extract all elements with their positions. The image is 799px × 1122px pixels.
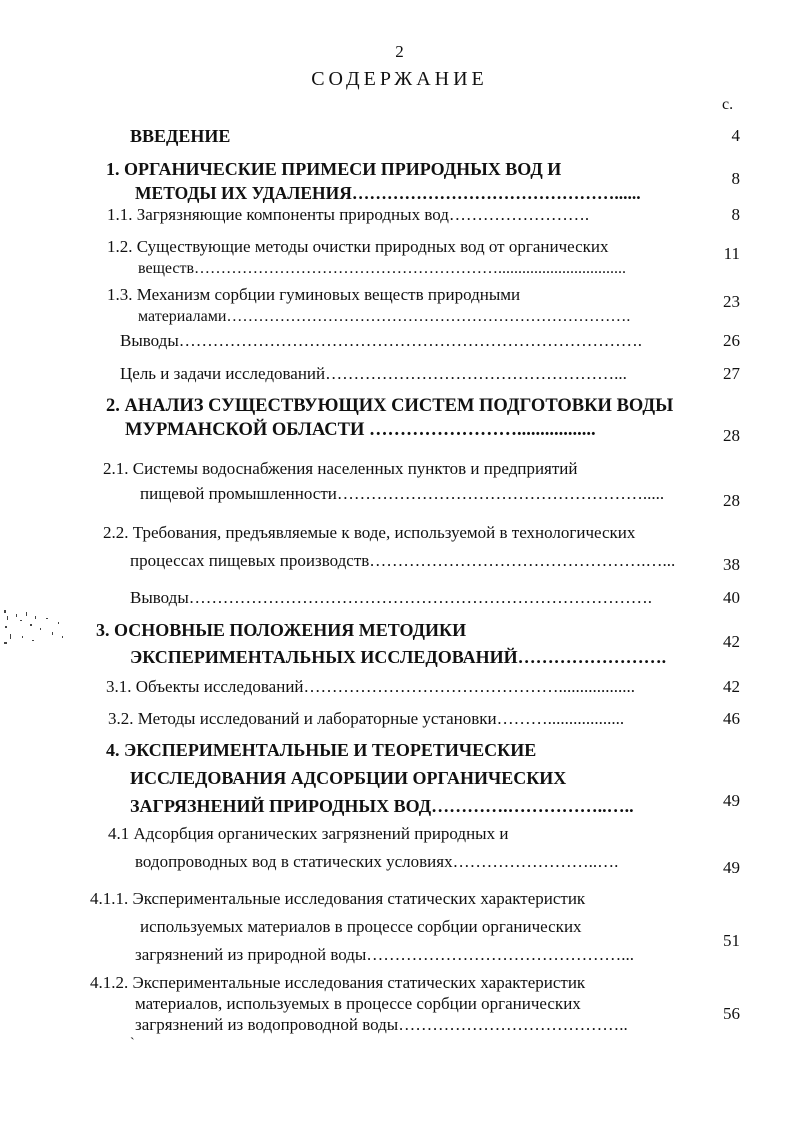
toc-section-1-1: 1.1. Загрязняющие компоненты природных вод……………………. bbox=[107, 205, 590, 224]
toc-conclusions-2: Выводы………………………………………………………………………. bbox=[130, 588, 653, 607]
toc-page-number: 23 bbox=[723, 292, 740, 311]
toc-section-2-2-line-1: 2.2. Требования, предъявляемые к воде, используемой в технологических bbox=[103, 523, 636, 542]
toc-chapter-4-line-3: ЗАГРЯЗНЕНИЙ ПРИРОДНЫХ ВОД………….……………..….. bbox=[130, 796, 634, 816]
toc-page-number: 26 bbox=[723, 331, 740, 350]
toc-page-number: 49 bbox=[723, 791, 740, 810]
page-column-label: с. bbox=[722, 96, 734, 113]
toc-section-2-1-line-2: пищевой промышленности………………………………………………..... bbox=[140, 484, 665, 503]
scan-noise-artifact bbox=[2, 606, 72, 658]
toc-section-2-1-line-1: 2.1. Системы водоснабжения населенных пунктов и предприятий bbox=[103, 459, 578, 478]
toc-section-1-2-line-2: веществ…………………………………………………................................ bbox=[138, 260, 627, 277]
scan-mark: ` bbox=[130, 1036, 135, 1051]
toc-page-number: 28 bbox=[723, 426, 740, 445]
toc-section-2-2-line-2: процессах пищевых производств………………………………………….…... bbox=[130, 551, 676, 570]
document-title: СОДЕРЖАНИЕ bbox=[311, 68, 488, 90]
toc-page-number: 56 bbox=[723, 1004, 740, 1023]
toc-section-1-2-line-1: 1.2. Существующие методы очистки природных вод от органических bbox=[107, 237, 609, 256]
toc-section-4-1-2-line-2: материалов, используемых в процессе сорбции органических bbox=[135, 994, 581, 1013]
toc-page-number: 42 bbox=[723, 677, 740, 696]
toc-page-number: 11 bbox=[723, 244, 740, 263]
toc-chapter-2-line-1: 2. АНАЛИЗ СУЩЕСТВУЮЩИХ СИСТЕМ ПОДГОТОВКИ ВОДЫ bbox=[106, 396, 674, 416]
toc-page-number: 51 bbox=[723, 931, 740, 950]
toc-page-number: 42 bbox=[723, 632, 740, 651]
toc-goals: Цель и задачи исследований……………………………………………... bbox=[120, 364, 627, 383]
toc-page-number: 46 bbox=[723, 709, 740, 728]
toc-section-3-2: 3.2. Методы исследований и лабораторные установки……….................. bbox=[108, 709, 625, 728]
toc-section-3-1: 3.1. Объекты исследований……………………………………….................. bbox=[106, 677, 636, 696]
toc-page-number: 28 bbox=[723, 491, 740, 510]
toc-chapter-3-line-2: ЭКСПЕРИМЕНТАЛЬНЫХ ИССЛЕДОВАНИЙ……………………. bbox=[130, 647, 667, 667]
toc-heading-introduction: ВВЕДЕНИЕ bbox=[130, 126, 231, 146]
toc-section-1-3-line-2: материалами…………………………………………………………………. bbox=[138, 308, 631, 325]
toc-section-4-1-1-line-2: используемых материалов в процессе сорбции органических bbox=[140, 917, 582, 936]
toc-page-number: 27 bbox=[723, 364, 740, 383]
toc-chapter-1-line-1: 1. ОРГАНИЧЕСКИЕ ПРИМЕСИ ПРИРОДНЫХ ВОД И bbox=[106, 159, 562, 179]
toc-page-number: 49 bbox=[723, 858, 740, 877]
toc-conclusions-1: Выводы………………………………………………………………………. bbox=[120, 331, 643, 350]
toc-chapter-4-line-1: 4. ЭКСПЕРИМЕНТАЛЬНЫЕ И ТЕОРЕТИЧЕСКИЕ bbox=[106, 740, 537, 760]
toc-chapter-1-line-2: МЕТОДЫ ИХ УДАЛЕНИЯ………………………………………...... bbox=[135, 183, 641, 203]
toc-section-4-1-2-line-3: загрязнений из водопроводной воды………………………………….. bbox=[135, 1015, 628, 1034]
page-number: 2 bbox=[395, 42, 404, 61]
toc-section-4-1-line-2: водопроводных вод в статических условиях……………………..…. bbox=[135, 852, 619, 871]
toc-chapter-3-line-1: 3. ОСНОВНЫЕ ПОЛОЖЕНИЯ МЕТОДИКИ bbox=[96, 620, 467, 640]
toc-page-number: 8 bbox=[731, 169, 740, 188]
toc-section-4-1-1-line-1: 4.1.1. Экспериментальные исследования статических характеристик bbox=[90, 889, 586, 908]
toc-page-number: 38 bbox=[723, 555, 740, 574]
toc-section-1-3-line-1: 1.3. Механизм сорбции гуминовых веществ природными bbox=[107, 285, 521, 304]
toc-section-4-1-2-line-1: 4.1.2. Экспериментальные исследования статических характеристик bbox=[90, 973, 586, 992]
toc-page-number: 8 bbox=[731, 205, 740, 224]
toc-section-4-1-1-line-3: загрязнений из природной воды………………………………………... bbox=[135, 945, 635, 964]
toc-chapter-2-line-2: МУРМАНСКОЙ ОБЛАСТИ ……………………................. bbox=[125, 420, 596, 440]
toc-page-number: 4 bbox=[731, 126, 740, 145]
toc-section-4-1-line-1: 4.1 Адсорбция органических загрязнений природных и bbox=[108, 824, 509, 843]
toc-chapter-4-line-2: ИССЛЕДОВАНИЯ АДСОРБЦИИ ОРГАНИЧЕСКИХ bbox=[130, 768, 567, 788]
toc-page-number: 40 bbox=[723, 588, 740, 607]
